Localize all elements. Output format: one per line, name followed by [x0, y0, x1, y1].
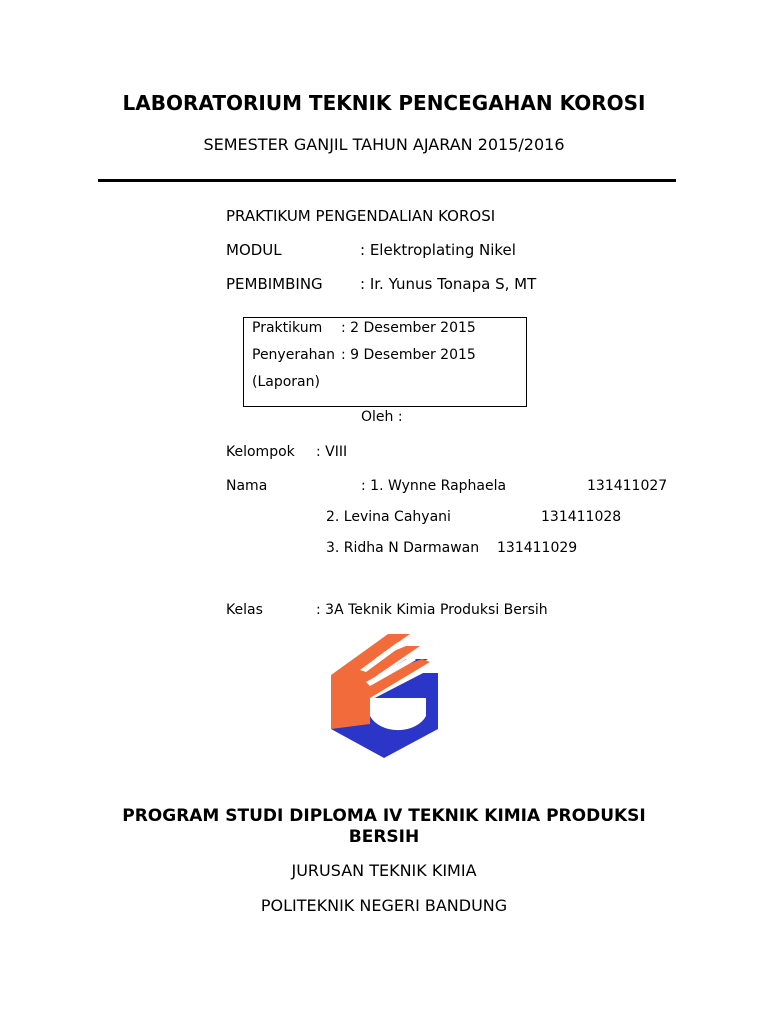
kelas-value: : 3A Teknik Kimia Produksi Bersih: [316, 602, 548, 618]
praktikum-date-label: Praktikum: [252, 320, 323, 336]
institution-name: POLITEKNIK NEGERI BANDUNG: [260, 896, 508, 915]
document-title: LABORATORIUM TEKNIK PENCEGAHAN KOROSI: [122, 91, 646, 115]
oleh-label: Oleh :: [361, 409, 403, 425]
program-title-line2: BERSIH: [348, 827, 420, 847]
penyerahan-date-label: Penyerahan: [252, 347, 335, 363]
member-name: : 1. Wynne Raphaela: [361, 478, 507, 494]
laporan-note: (Laporan): [252, 374, 320, 390]
penyerahan-date-value: : 9 Desember 2015: [341, 347, 476, 363]
pembimbing-label: PEMBIMBING: [226, 275, 323, 293]
horizontal-divider: [98, 179, 676, 182]
member-nim: 131411028: [541, 509, 622, 525]
praktikum-date-value: : 2 Desember 2015: [341, 320, 476, 336]
modul-label: MODUL: [226, 241, 282, 259]
kelompok-value: : VIII: [316, 444, 348, 460]
member-nim: 131411029: [497, 540, 578, 556]
praktikum-title: PRAKTIKUM PENGENDALIAN KOROSI: [226, 207, 496, 225]
program-title-line1: PROGRAM STUDI DIPLOMA IV TEKNIK KIMIA PRODUKSI: [122, 806, 646, 826]
member-name: 2. Levina Cahyani: [326, 509, 451, 525]
pembimbing-value: : Ir. Yunus Tonapa S, MT: [360, 275, 537, 293]
polban-logo-icon: [326, 632, 442, 760]
member-nim: 131411027: [587, 478, 668, 494]
jurusan-name: JURUSAN TEKNIK KIMIA: [291, 861, 477, 880]
member-name: 3. Ridha N Darmawan: [326, 540, 480, 556]
kelas-label: Kelas: [226, 602, 263, 618]
semester-subtitle: SEMESTER GANJIL TAHUN AJARAN 2015/2016: [203, 135, 565, 154]
nama-label: Nama: [226, 478, 268, 494]
kelompok-label: Kelompok: [226, 444, 295, 460]
modul-value: : Elektroplating Nikel: [360, 241, 516, 259]
